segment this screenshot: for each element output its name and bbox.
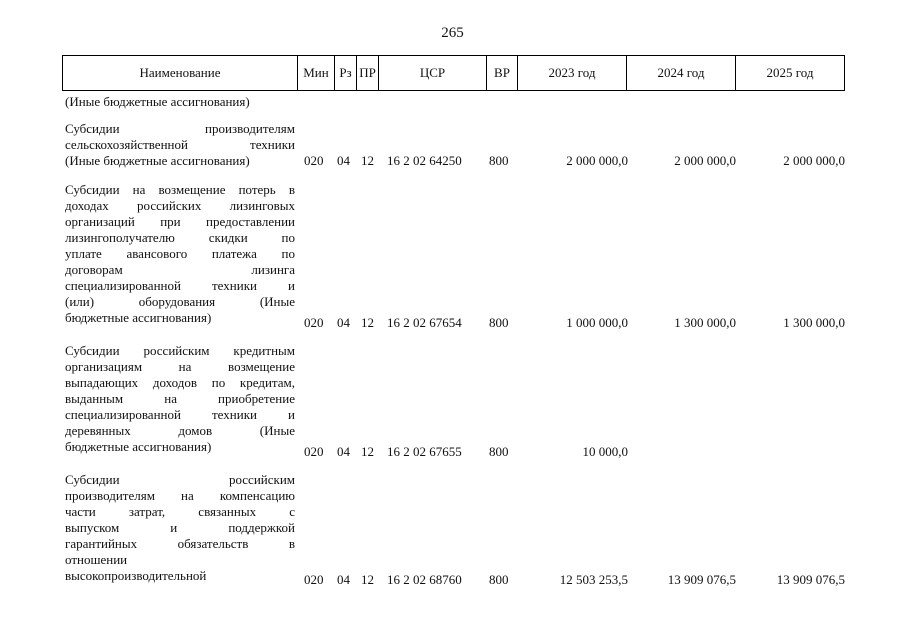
row-name-line: сельскохозяйственной техники <box>65 137 295 152</box>
row-name-line: доходах российских лизинговых <box>65 198 295 213</box>
row-name-line: уплате авансового платежа по <box>65 246 295 261</box>
cell-vr: 800 <box>489 572 509 587</box>
row-name-line: деревянных домов (Иные <box>65 423 295 438</box>
header-pr: ПР <box>357 56 379 91</box>
cell-pr: 12 <box>361 153 374 168</box>
cell-2023: 10 000,0 <box>582 444 628 459</box>
row-name-line: организациям на возмещение <box>65 359 295 374</box>
header-name: Наименование <box>63 56 298 91</box>
cell-vr: 800 <box>489 444 509 459</box>
cell-pr: 12 <box>361 315 374 330</box>
cell-min: 020 <box>304 572 324 587</box>
header-2024: 2024 год <box>627 56 736 91</box>
header-2025: 2025 год <box>736 56 845 91</box>
cell-2023: 1 000 000,0 <box>566 315 628 330</box>
cell-pr: 12 <box>361 572 374 587</box>
continuation-text: (Иные бюджетные ассигнования) <box>65 94 250 109</box>
row-name-line: Субсидии российским кредитным <box>65 343 295 358</box>
row-name-line: части затрат, связанных с <box>65 504 295 519</box>
row-name <box>65 343 295 455</box>
header-csr: ЦСР <box>379 56 487 91</box>
cell-2023: 12 503 253,5 <box>559 572 628 587</box>
cell-2025: 13 909 076,5 <box>776 572 845 587</box>
cell-csr: 16 2 02 64250 <box>387 153 462 168</box>
row-name-line: договорам лизинга <box>65 262 295 277</box>
row-name <box>65 121 295 169</box>
row-name-line: выпадающих доходов по кредитам, <box>65 375 295 390</box>
row-name-line: организаций при предоставлении <box>65 214 295 229</box>
cell-rz: 04 <box>337 572 350 587</box>
cell-min: 020 <box>304 153 324 168</box>
cell-2024: 1 300 000,0 <box>674 315 736 330</box>
header-vr: ВР <box>487 56 518 91</box>
cell-rz: 04 <box>337 444 350 459</box>
row-name <box>65 182 295 326</box>
row-name-line: бюджетные ассигнования) <box>65 310 212 325</box>
cell-csr: 16 2 02 67655 <box>387 444 462 459</box>
cell-2024: 13 909 076,5 <box>667 572 736 587</box>
row-name-line: гарантийных обязательств в <box>65 536 295 551</box>
cell-csr: 16 2 02 68760 <box>387 572 462 587</box>
row-name-line: Субсидии российским <box>65 472 295 487</box>
cell-vr: 800 <box>489 153 509 168</box>
row-name-line: выпуском и поддержкой <box>65 520 295 535</box>
cell-vr: 800 <box>489 315 509 330</box>
header-rz: Рз <box>335 56 357 91</box>
cell-rz: 04 <box>337 315 350 330</box>
row-name-line: (Иные бюджетные ассигнования) <box>65 153 250 168</box>
cell-2025: 2 000 000,0 <box>783 153 845 168</box>
row-name-line: специализированной техники и <box>65 407 295 422</box>
row-name-line: (или) оборудования (Иные <box>65 294 295 309</box>
cell-csr: 16 2 02 67654 <box>387 315 462 330</box>
header-2023: 2023 год <box>518 56 627 91</box>
page-number: 265 <box>441 25 464 41</box>
cell-2023: 2 000 000,0 <box>566 153 628 168</box>
cell-pr: 12 <box>361 444 374 459</box>
cell-min: 020 <box>304 315 324 330</box>
row-name-line: Субсидии производителям <box>65 121 295 136</box>
row-name-line: отношении <box>65 552 128 567</box>
header-min: Мин <box>298 56 335 91</box>
row-name <box>65 472 295 584</box>
row-name-line: производителям на компенсацию <box>65 488 295 503</box>
row-name-line: Субсидии на возмещение потерь в <box>65 182 295 197</box>
table-header <box>62 55 845 91</box>
cell-rz: 04 <box>337 153 350 168</box>
row-name-line: высокопроизводительной <box>65 568 207 583</box>
cell-2025: 1 300 000,0 <box>783 315 845 330</box>
row-name-line: специализированной техники и <box>65 278 295 293</box>
row-name-line: выданным на приобретение <box>65 391 295 406</box>
row-name-line: бюджетные ассигнования) <box>65 439 212 454</box>
cell-min: 020 <box>304 444 324 459</box>
row-name-line: лизингополучателю скидки по <box>65 230 295 245</box>
cell-2024: 2 000 000,0 <box>674 153 736 168</box>
